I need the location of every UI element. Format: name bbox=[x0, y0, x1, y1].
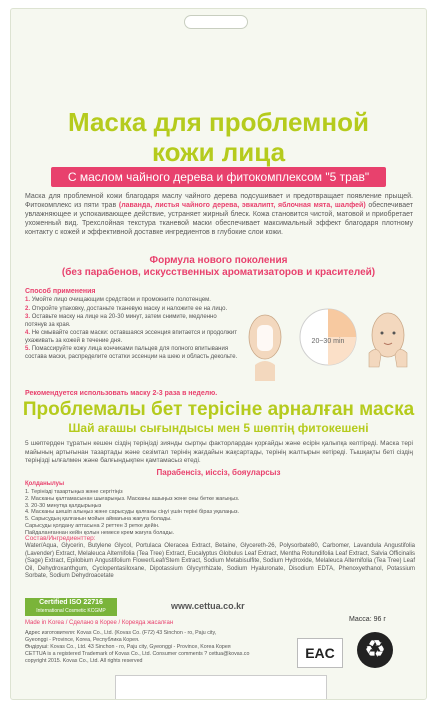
kz-subtitle: Шай ағашы сығындысы мен 5 шөптің фитокешені bbox=[68, 421, 369, 435]
kz-step-item: 2. Масканы қалтамасынан шығарыңыз. Масканы ашыңыз және оны бетке жағыңыз. bbox=[25, 495, 240, 502]
step-item bbox=[25, 306, 240, 314]
application-illustration bbox=[243, 295, 413, 381]
step-text: Оставьте маску на лице на 20-30 минут, затем снимите, медленно потянув за края. bbox=[25, 314, 217, 328]
formula-line-1: Формула нового поколения bbox=[149, 255, 288, 266]
intro-part-b: обеспечивает увлажняющее и успокаивающее действие, устраняет жирный блеск. Кожа становится чистой, матовой и приобретает ухоженный вид. Трехслойная текстура тканевой маски обеспечивает максимальный эффект благодаря плотному контакту с кожей и эффективной доставке ингредиентов в глубокие слои кожи. bbox=[25, 202, 413, 236]
method-steps bbox=[25, 297, 240, 362]
step-number: 5. bbox=[25, 346, 31, 352]
face-1-illustration bbox=[249, 315, 281, 381]
title-line-1: Маска для проблемной bbox=[68, 107, 369, 137]
method-heading: Способ применения bbox=[25, 288, 96, 295]
composition-text: Water/Aqua, Glycerin, Butylene Glycol, Portulaca Oleracea Extract, Betaine, Glycereth-26, Polysorbate80, Carbomer, Lavandula Angustifolia (Lavender) Extract, Melaleuca Alternifolia (Tea Tree) Extract, Eucalyptus Globulus Leaf Extract, Mentha Rotundifolia Leaf Extract, Salvia Officinalis (Sage) Extract, Epilobium Angustifolium Flower/Leaf/Stem Extract, Sodium Metabisulfite, Sodium Hydroxide, Melaleuca Alternifolia (Tea Tree) Leaf Oil, Dehydroxanthgum, Cyclopentasiloxane, Dipotassium Glycyrrhizate, Sodium Hyaluronate, Disodium EDTA, Phenoxyethanol, Potassium Sorbate, Sodium Dehydroacetate bbox=[25, 543, 415, 580]
subtitle-ribbon: С маслом чайного дерева и фитокомплексом "5 трав" bbox=[51, 167, 386, 187]
formula-line-2: (без парабенов, искусственных ароматизаторов и красителей) bbox=[61, 267, 376, 278]
hang-hole bbox=[184, 15, 248, 29]
kz-step-item: 4. Масканы шешіп алыңыз және сарысуды қалғаны сіңуі үшін теріні біраз уқалаңыз. bbox=[25, 509, 240, 516]
kz-step-item: 1. Терінізді тазартыңыз және сергітіңіз bbox=[25, 489, 123, 495]
kz-step-item: Пайдаланғаннан кейін қолын немесе крем жағуға болады. bbox=[25, 529, 175, 536]
kz-title: Проблемалы бет терісіне арналған маска bbox=[22, 399, 415, 420]
cert-line-1: Certified ISO 22716 bbox=[39, 599, 103, 606]
intro-herbs: (лаванда, листья чайного дерева, эвкалипт, яблочная мята, шалфей) bbox=[118, 202, 366, 209]
step-item bbox=[25, 314, 240, 329]
title-line-2: кожи лица bbox=[151, 137, 286, 167]
step-number: 3. bbox=[25, 314, 31, 320]
step-number: 1. bbox=[25, 297, 31, 303]
step-text: Откройте упаковку, достаньте тканевую маску и наложите ее на лицо. bbox=[31, 305, 228, 312]
barcode-area bbox=[115, 675, 327, 700]
website-link[interactable]: www.cettua.co.kr bbox=[171, 601, 245, 611]
address-line: copyright 2015. Kovas Co., Ltd. All rights reserved bbox=[25, 658, 143, 664]
step-text: Не смывайте состав маски: оставшаяся эссенция впитается и продолжит ухаживать за кожей в течение дня. bbox=[25, 330, 237, 344]
intro-text bbox=[25, 192, 413, 237]
address-line: Gyeonggi - Province, Korea, Республика Корея. bbox=[25, 637, 140, 643]
formula-heading bbox=[11, 255, 426, 279]
usage-recommendation: Рекомендуется использовать маску 2-3 раза в неделю. bbox=[25, 390, 218, 397]
certification-badge bbox=[25, 598, 117, 616]
timer-icon bbox=[300, 309, 356, 365]
address-line: Адрес изготовителя: Kovas Co., Ltd. (Kovas Co. (F72) 43 Sinchon - ro, Paju city, bbox=[25, 630, 217, 636]
mass-label: Масса: 96 г bbox=[349, 616, 386, 623]
product-package bbox=[10, 8, 427, 700]
kz-step-item: 3. 20-30 минутқа қалдырыңыз bbox=[25, 502, 102, 509]
made-in-label: Made in Korea / Сделано в Корее / Кореяда жасалған bbox=[25, 620, 174, 626]
kz-step-item: 5. Сарысудың қалғанын мойын аймағына жағуға болады. bbox=[25, 516, 172, 523]
step-item bbox=[25, 346, 240, 361]
intro-part-a: Маска для проблемной кожи благодаря маслу чайного дерева подсушивает и предотвращает появление прыщей. Фитокомплекс из пяти трав bbox=[25, 193, 413, 209]
step-number: 2. bbox=[25, 305, 31, 312]
address-line: CETTUA is a registered Trademark of Kovas Co., Ltd. Consumer comments ? cettua@kovas.co bbox=[25, 651, 250, 657]
cert-line-2: International Cosmetic KCGMP bbox=[36, 608, 106, 614]
eac-mark-icon: EAC bbox=[297, 638, 343, 668]
kz-intro-text: 5 шөптерден тұратын кешен сіздің теріңізді зиянды сыртқы факторлардан қорғайды және есірін қалыпқа келтіреді. Маска тері майының артығынан тазартады және сезімтал терінің жағдайын жақсартады, терінің жалтырын кетіреді. Тышқақты беті сіздің теріңізді ылғалмен және балғындықпен қамтамасыз етеді. bbox=[25, 440, 413, 464]
kz-method-steps bbox=[25, 489, 405, 537]
kz-step-item: Сарысуды қолдану аптасына 2 реттен 3 ретке дейін. bbox=[25, 522, 160, 529]
address-line: Өндіруші: Kovas Co., Ltd. 43 Sinchon - ro, Paju city, Gyeonggi - Province, Korea Корея bbox=[25, 644, 231, 650]
recycle-icon: ♻ bbox=[357, 632, 393, 668]
step-text: Помассируйте кожу лица кончиками пальцев для полного впитывания состава маски, распределите остатки эссенции на шею и область декольте. bbox=[25, 346, 238, 360]
step-number: 4. bbox=[25, 330, 31, 336]
step-item bbox=[25, 330, 240, 345]
manufacturer-address bbox=[25, 630, 260, 665]
step-text: Умойте лицо очищающим средством и промокните полотенцем. bbox=[31, 297, 211, 303]
step-item bbox=[25, 297, 240, 305]
kz-free-from: Парабенсіз, иіссіз, бояуларсыз bbox=[156, 468, 281, 477]
composition-heading: Состав/Ингредиенттер: bbox=[25, 535, 96, 542]
product-title bbox=[11, 107, 426, 167]
face-2-illustration bbox=[369, 313, 407, 367]
timer-label: 20~30 min bbox=[311, 338, 345, 345]
kz-method-heading: Қолданылуы bbox=[25, 481, 65, 487]
